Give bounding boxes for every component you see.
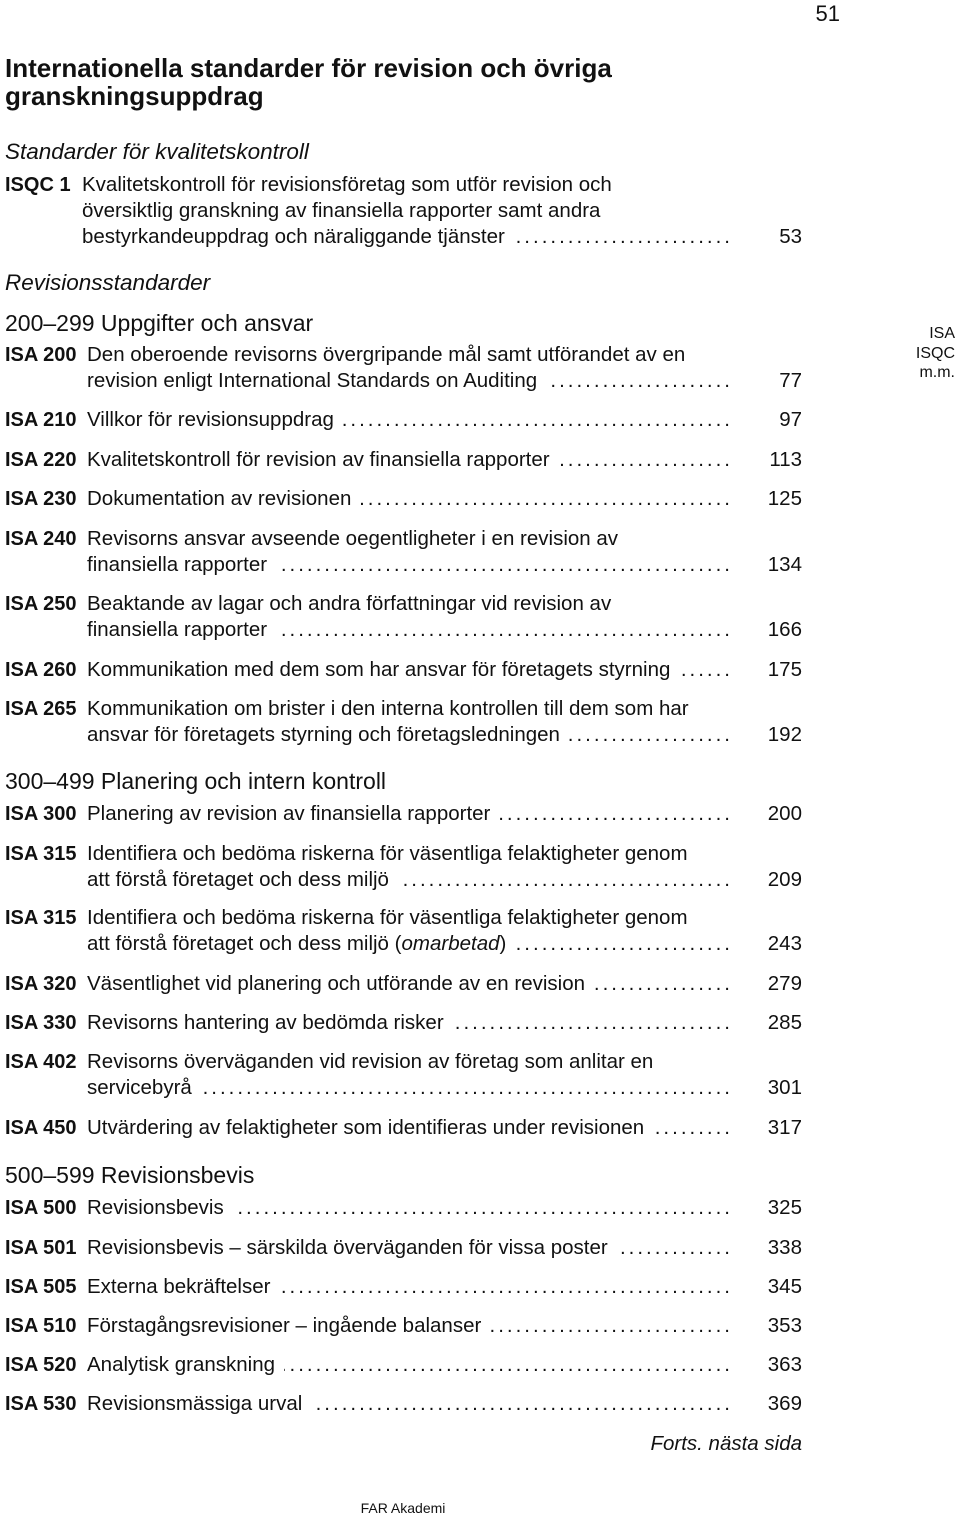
dot-leader <box>559 447 733 473</box>
entry-title-line <box>87 657 802 683</box>
continued-note: Forts. nästa sida <box>650 1432 802 1455</box>
entry-title-text-part: ) <box>499 932 507 955</box>
page-reference: 125 <box>767 487 802 510</box>
entry-title <box>87 801 802 827</box>
entry-title-text: att förstå företaget och dess miljö <box>87 868 389 891</box>
entry-title-text: Väsentlighet vid planering och utförande av en revision <box>87 972 586 995</box>
dot-leader <box>490 1313 733 1339</box>
entry-title-line <box>87 1115 802 1141</box>
page-reference: 279 <box>767 972 802 995</box>
page-title-line: granskningsuppdrag <box>5 81 264 111</box>
entry-title-text <box>87 931 506 957</box>
dot-leader <box>514 224 733 250</box>
section-heading-auditing-standards: Revisionsstandarder <box>5 270 211 295</box>
section-tab <box>895 324 955 383</box>
entry-title-line: Beaktande av lagar och andra författningar vid revision av <box>87 592 612 615</box>
entry-title-text: Revisionsbevis – särskilda överväganden för vissa poster <box>87 1236 608 1259</box>
standard-code: ISA 500 <box>5 1197 77 1219</box>
toc-entry-isa-315-revised <box>0 905 802 957</box>
entry-title <box>87 342 802 394</box>
page-reference: 113 <box>769 448 802 471</box>
group-heading-300-499: 300–499 Planering och intern kontroll <box>5 768 387 794</box>
toc-entry-isqc-1 <box>0 172 802 250</box>
entry-title-text: Kommunikation med dem som har ansvar för företagets styrning <box>87 658 671 681</box>
page-reference: 209 <box>767 868 802 891</box>
dot-leader <box>279 1274 733 1300</box>
entry-title-text: servicebyrå <box>87 1076 192 1099</box>
standard-code: ISA 260 <box>5 659 77 681</box>
entry-title-line <box>87 1313 802 1339</box>
entry-title-line <box>87 486 802 512</box>
entry-title-line <box>87 971 802 997</box>
standard-code: ISA 230 <box>5 488 77 510</box>
standard-code: ISA 300 <box>5 803 77 825</box>
toc-entry-isa-505 <box>0 1274 802 1300</box>
standard-code: ISA 510 <box>5 1315 77 1337</box>
entry-title-text: Analytisk granskning <box>87 1353 276 1376</box>
toc-entry-isa-520 <box>0 1352 802 1378</box>
page-reference: 192 <box>767 723 802 746</box>
standard-code: ISA 530 <box>5 1393 77 1415</box>
entry-title <box>87 971 802 997</box>
toc-entry-isa-450 <box>0 1115 802 1141</box>
standard-code: ISA 450 <box>5 1117 77 1139</box>
entry-title-text: Villkor för revisionsuppdrag <box>87 408 334 431</box>
toc-entry-isa-250 <box>0 591 802 643</box>
dot-leader <box>398 867 733 893</box>
standard-code: ISA 330 <box>5 1012 77 1034</box>
dot-leader <box>569 722 733 748</box>
standard-code: ISA 240 <box>5 528 77 550</box>
entry-title-line <box>87 1274 802 1300</box>
toc-entry-isa-210 <box>0 407 802 433</box>
entry-title-line <box>87 722 802 748</box>
dot-leader <box>679 657 733 683</box>
entry-title-line <box>87 368 802 394</box>
standard-code: ISA 315 <box>5 843 77 865</box>
revised-marker: omarbetad <box>401 932 500 955</box>
toc-entry-isa-315 <box>0 841 802 893</box>
dot-leader <box>233 1195 733 1221</box>
entry-title-text: ansvar för företagets styrning och företagsledningen <box>87 723 560 746</box>
entry-title-line: översiktlig granskning av finansiella rapporter samt andra <box>82 199 601 222</box>
page-reference: 243 <box>767 932 802 955</box>
entry-title <box>87 447 802 473</box>
entry-title <box>87 591 802 643</box>
entry-title-line <box>82 224 802 250</box>
page-reference: 345 <box>767 1275 802 1298</box>
entry-title-line: Identifiera och bedöma riskerna för väsentliga felaktigheter genom <box>87 842 688 865</box>
toc-entry-isa-265 <box>0 696 802 748</box>
page-reference: 285 <box>767 1011 802 1034</box>
entry-title-line <box>87 801 802 827</box>
page-reference: 301 <box>767 1076 802 1099</box>
entry-title-line <box>87 407 802 433</box>
entry-title <box>87 486 802 512</box>
entry-title-line <box>87 1235 802 1261</box>
toc-entry-isa-402 <box>0 1049 802 1101</box>
dot-leader <box>617 1235 733 1261</box>
entry-title <box>82 172 802 250</box>
toc-entry-isa-510 <box>0 1313 802 1339</box>
entry-title-line: Kommunikation om brister i den interna kontrollen till dem som har <box>87 697 689 720</box>
page-reference: 53 <box>779 225 802 248</box>
entry-title <box>87 657 802 683</box>
entry-title-text: Förstagångsrevisioner – ingående balanser <box>87 1314 482 1337</box>
entry-title <box>87 1391 802 1417</box>
entry-title-line <box>87 1352 802 1378</box>
entry-title-text: Dokumentation av revisionen <box>87 487 352 510</box>
entry-title <box>87 1115 802 1141</box>
dot-leader <box>284 1352 733 1378</box>
standard-code: ISA 520 <box>5 1354 77 1376</box>
page-reference: 175 <box>767 658 802 681</box>
entry-title <box>87 696 802 748</box>
dot-leader <box>311 1391 733 1417</box>
standard-code: ISA 265 <box>5 698 77 720</box>
section-heading-quality-control: Standarder för kvalitetskontroll <box>5 139 309 164</box>
entry-title-text: Externa bekräftelser <box>87 1275 271 1298</box>
entry-title <box>87 1010 802 1036</box>
standard-code: ISA 320 <box>5 973 77 995</box>
standard-code: ISA 200 <box>5 344 77 366</box>
dot-leader <box>343 407 733 433</box>
standard-code: ISA 210 <box>5 409 77 431</box>
entry-title-text: Kvalitetskontroll för revision av finansiella rapporter <box>87 448 550 471</box>
dot-leader <box>594 971 733 997</box>
section-tab-label: m.m. <box>919 364 955 381</box>
standard-code: ISA 505 <box>5 1276 77 1298</box>
group-heading-500-599: 500–599 Revisionsbevis <box>5 1162 255 1188</box>
dot-leader <box>276 617 733 643</box>
toc-entry-isa-500 <box>0 1195 802 1221</box>
standard-code: ISA 250 <box>5 593 77 615</box>
toc-entry-isa-240 <box>0 526 802 578</box>
entry-title-line <box>87 617 802 643</box>
entry-title-line: Revisorns ansvar avseende oegentligheter i en revision av <box>87 527 619 550</box>
entry-title-text: Revisionsmässiga urval <box>87 1392 303 1415</box>
group-heading-200-299: 200–299 Uppgifter och ansvar <box>5 310 314 336</box>
standard-code: ISA 315 <box>5 907 77 929</box>
entry-title-text: finansiella rapporter <box>87 553 268 576</box>
dot-leader <box>201 1075 733 1101</box>
toc-entry-isa-260 <box>0 657 802 683</box>
entry-title <box>87 905 802 957</box>
standard-code: ISA 220 <box>5 449 77 471</box>
entry-title-line <box>87 931 802 957</box>
entry-title <box>87 526 802 578</box>
entry-title-text: Revisionsbevis <box>87 1196 224 1219</box>
entry-title-text: Revisorns hantering av bedömda risker <box>87 1011 444 1034</box>
entry-title <box>87 1313 802 1339</box>
entry-title-text: finansiella rapporter <box>87 618 268 641</box>
entry-title-text: Utvärdering av felaktigheter som identifieras under revisionen <box>87 1116 645 1139</box>
entry-title <box>87 1195 802 1221</box>
section-tab-label: ISQC <box>915 344 955 362</box>
entry-title-text: revision enligt International Standards on Auditing <box>87 369 538 392</box>
page-reference: 134 <box>767 553 802 576</box>
page-reference: 200 <box>767 802 802 825</box>
toc-entry-isa-320 <box>0 971 802 997</box>
standard-code: ISQC 1 <box>5 174 71 196</box>
page-reference: 338 <box>767 1236 802 1259</box>
entry-title-line <box>87 1195 802 1221</box>
dot-leader <box>360 486 733 512</box>
dot-leader <box>515 931 733 957</box>
standard-code: ISA 402 <box>5 1051 77 1073</box>
page-title <box>5 54 612 110</box>
entry-title-line: Kvalitetskontroll för revisionsföretag som utför revision och <box>82 173 612 196</box>
section-tab-label: ISA <box>929 325 955 342</box>
dot-leader <box>499 801 733 827</box>
entry-title-line: Identifiera och bedöma riskerna för väsentliga felaktigheter genom <box>87 906 688 929</box>
toc-entry-isa-200 <box>0 342 802 394</box>
entry-title <box>87 1274 802 1300</box>
toc-entry-isa-330 <box>0 1010 802 1036</box>
entry-title <box>87 841 802 893</box>
entry-title <box>87 407 802 433</box>
standard-code: ISA 501 <box>5 1237 77 1259</box>
page-reference: 353 <box>767 1314 802 1337</box>
entry-title-line <box>87 867 802 893</box>
entry-title-line <box>87 1075 802 1101</box>
entry-title-line <box>87 1010 802 1036</box>
entry-title-line: Revisorns överväganden vid revision av företag som anlitar en <box>87 1050 654 1073</box>
page-reference: 363 <box>767 1353 802 1376</box>
entry-title-text-part: att förstå företaget och dess miljö ( <box>87 932 402 955</box>
page-reference: 166 <box>767 618 802 641</box>
toc-entry-isa-220 <box>0 447 802 473</box>
toc-entry-isa-300 <box>0 801 802 827</box>
page-reference: 317 <box>767 1116 802 1139</box>
entry-title-line <box>87 1391 802 1417</box>
page-reference: 369 <box>767 1392 802 1415</box>
page-reference: 77 <box>779 369 802 392</box>
toc-entry-isa-501 <box>0 1235 802 1261</box>
page-reference: 325 <box>767 1196 802 1219</box>
entry-title <box>87 1049 802 1101</box>
dot-leader <box>546 368 733 394</box>
page-title-line: Internationella standarder för revision och övriga <box>5 53 612 83</box>
entry-title-text: bestyrkandeuppdrag och näraliggande tjänster <box>82 225 505 248</box>
entry-title-line <box>87 447 802 473</box>
toc-entry-isa-230 <box>0 486 802 512</box>
page-reference: 97 <box>779 408 802 431</box>
entry-title <box>87 1352 802 1378</box>
publisher-footer: FAR Akademi <box>360 1500 446 1516</box>
entry-title-line: Den oberoende revisorns övergripande mål samt utförandet av en <box>87 343 686 366</box>
entry-title-line <box>87 552 802 578</box>
page-number: 51 <box>815 1 840 26</box>
dot-leader <box>453 1010 733 1036</box>
entry-title-text: Planering av revision av finansiella rapporter <box>87 802 491 825</box>
toc-entry-isa-530 <box>0 1391 802 1417</box>
entry-title <box>87 1235 802 1261</box>
dot-leader <box>653 1115 733 1141</box>
dot-leader <box>276 552 733 578</box>
